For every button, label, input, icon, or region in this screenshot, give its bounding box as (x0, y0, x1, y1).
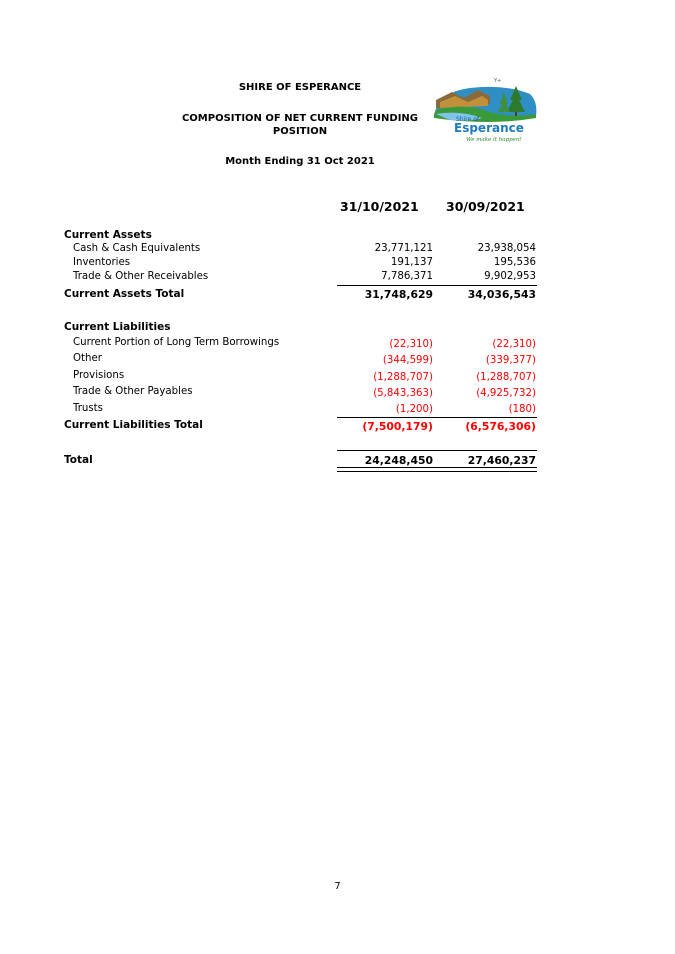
total-double-rule (337, 467, 537, 472)
liabilities-subtotal-rule (337, 417, 537, 418)
asset-row-value-prior: 23,938,054 (477, 243, 536, 254)
liability-row-value-current: (344,599) (382, 355, 433, 366)
column-heading-current: 31/10/2021 (340, 199, 419, 214)
current-assets-total-prior: 34,036,543 (467, 288, 536, 301)
total-top-rule (337, 450, 537, 451)
liability-row-label: Provisions (73, 370, 125, 381)
grand-total-prior: 27,460,237 (467, 454, 536, 467)
current-assets-total-label: Current Assets Total (64, 288, 185, 300)
asset-row-label: Cash & Cash Equivalents (73, 243, 201, 254)
report-period: Month Ending 31 Oct 2021 (225, 156, 375, 167)
grand-total-current: 24,248,450 (364, 454, 433, 467)
liability-row-value-current: (5,843,363) (373, 388, 433, 399)
report-title-line2: POSITION (272, 126, 328, 137)
asset-row-label: Trade & Other Receivables (73, 271, 209, 282)
current-assets-total-current: 31,748,629 (364, 288, 433, 301)
liability-row-value-prior: (22,310) (492, 339, 536, 350)
liability-row-label: Trade & Other Payables (73, 386, 193, 397)
current-liabilities-heading: Current Liabilities (64, 321, 171, 333)
liability-row-label: Trusts (73, 403, 103, 414)
current-liabilities-total-current: (7,500,179) (362, 420, 433, 433)
asset-row-value-prior: 195,536 (493, 257, 536, 268)
asset-row-label: Inventories (73, 257, 131, 268)
logo-text-small: Shire of (456, 116, 479, 123)
logo-marker-text: Y+ (494, 78, 502, 84)
grand-total-label: Total (64, 454, 93, 466)
assets-subtotal-rule (337, 285, 537, 286)
page-number: 7 (334, 881, 341, 892)
liability-row-value-prior: (180) (508, 404, 536, 415)
asset-row-value-current: 7,786,371 (381, 271, 433, 282)
current-liabilities-total-label: Current Liabilities Total (64, 419, 203, 431)
logo-graphic (430, 78, 540, 148)
logo-text-main: Esperance (454, 121, 524, 135)
current-assets-heading: Current Assets (64, 229, 152, 241)
logo-tagline: We make it happen! (466, 137, 522, 143)
column-heading-prior: 30/09/2021 (446, 199, 525, 214)
asset-row-value-current: 191,137 (390, 257, 433, 268)
liability-row-value-prior: (339,377) (485, 355, 536, 366)
liability-row-value-prior: (1,288,707) (476, 372, 536, 383)
liability-row-value-prior: (4,925,732) (476, 388, 536, 399)
liability-row-label: Current Portion of Long Term Borrowings (73, 337, 280, 348)
shire-logo (430, 78, 540, 148)
org-name: SHIRE OF ESPERANCE (238, 82, 362, 93)
current-liabilities-total-prior: (6,576,306) (465, 420, 536, 433)
liability-row-value-current: (22,310) (389, 339, 433, 350)
asset-row-value-prior: 9,902,953 (484, 271, 536, 282)
liability-row-label: Other (73, 353, 102, 364)
liability-row-value-current: (1,200) (395, 404, 433, 415)
asset-row-value-current: 23,771,121 (374, 243, 433, 254)
liability-row-value-current: (1,288,707) (373, 372, 433, 383)
report-title-line1: COMPOSITION OF NET CURRENT FUNDING (181, 113, 419, 124)
